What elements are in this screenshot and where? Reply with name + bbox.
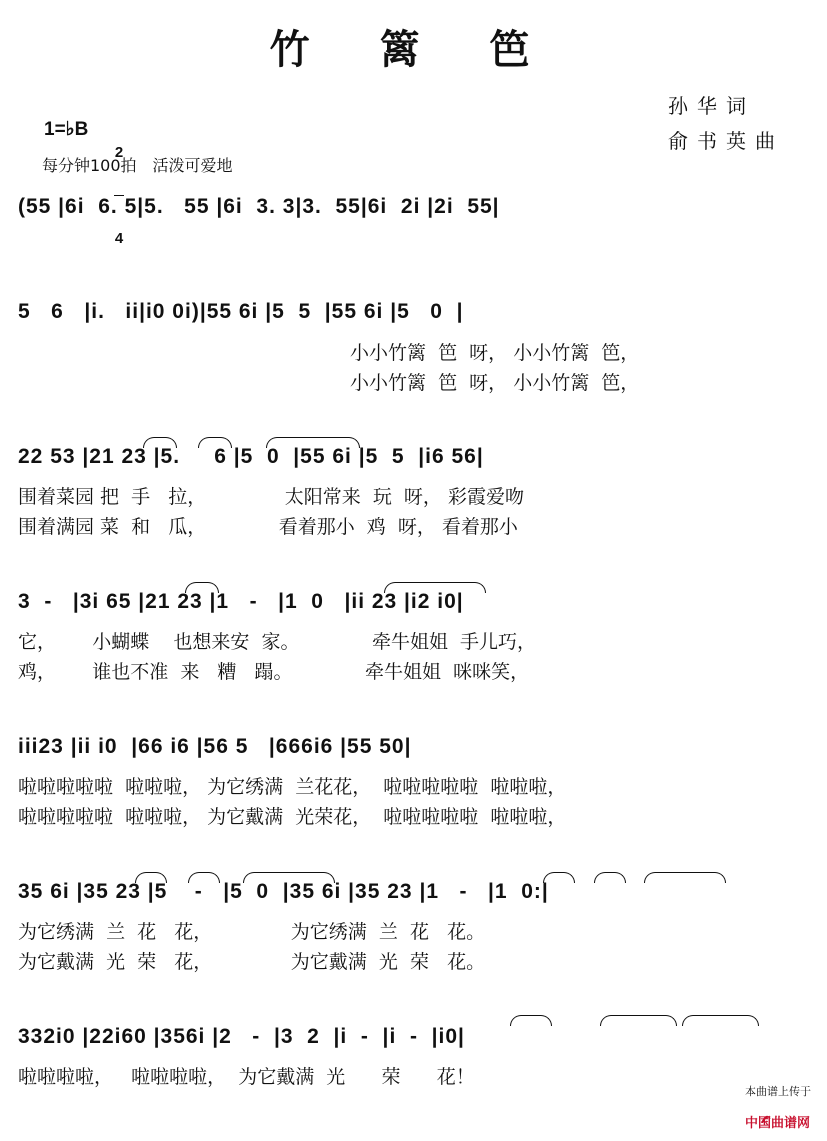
slur-mark: [185, 582, 219, 593]
slur-mark: [188, 872, 220, 883]
time-signature: [114, 110, 124, 264]
score-row-7-notes: 332i0 |22i60 |356i |2 - |3 2 |i - |i - |i0|: [18, 1025, 465, 1048]
tie-mark: [644, 872, 726, 883]
score-row-2-lyrics-2: 小小竹篱 笆 呀， 小小竹篱 笆，: [350, 372, 640, 394]
score-row-6-lyrics-1: 为它绣满 兰 花 花， 为它绣满 兰 花 花。: [18, 921, 486, 943]
score-row-5-notes: iii23 |ii i0 |66 i6 |56 5 |666i6 |55 50|: [18, 735, 412, 758]
time-signature-top: 2: [114, 144, 124, 161]
score-row-1-notes: (55 |6i 6. 5|5. 55 |6i 3. 3|3. 55|6i 2i |2i 55|: [18, 195, 500, 218]
score-row-2-notes: 5 6 |i. ii|i0 0i)|55 6i |5 5 |55 6i |5 0 |: [18, 300, 464, 323]
source-footer: [738, 1070, 811, 1131]
footer-brand: 中国曲谱网: [745, 1116, 811, 1131]
composer-credit: 俞书英曲: [668, 129, 784, 153]
tie-mark: [600, 1015, 677, 1026]
score-row-6-lyrics-2: 为它戴满 光 荣 花， 为它戴满 光 荣 花。: [18, 951, 486, 973]
score-row-4-lyrics-2: 鸡， 谁也不准 来 糟 蹋。 牵牛姐姐 咪咪笑，: [18, 661, 530, 683]
score-row-3-lyrics-1: 围着菜园 把 手 拉， 太阳常来 玩 呀， 彩霞爱吻: [18, 486, 524, 508]
song-title: 竹 篱 笆: [269, 26, 558, 73]
score-row-2-lyrics-1: 小小竹篱 笆 呀， 小小竹篱 笆，: [350, 342, 640, 364]
tie-mark: [510, 1015, 552, 1026]
key-signature: 1=♭B: [44, 119, 89, 140]
score-row-3-lyrics-2: 围着满园 菜 和 瓜， 看着那小 鸡 呀， 看着那小: [18, 516, 518, 538]
slur-mark: [143, 437, 177, 448]
tie-mark: [266, 437, 360, 448]
time-signature-bottom: 4: [114, 230, 124, 247]
score-row-4-lyrics-1: 它， 小蝴蝶 也想来安 家。 牵牛姐姐 手儿巧，: [18, 631, 537, 653]
lyricist-credit: 孙华词: [668, 94, 755, 118]
tie-mark: [384, 582, 486, 593]
score-row-7-lyrics-1: 啦啦啦啦， 啦啦啦啦， 为它戴满 光 荣 花！: [18, 1066, 475, 1088]
site-logo-icon: [745, 1100, 759, 1112]
score-row-6-notes: 35 6i |35 23 |5 - |5 0 |35 6i |35 23 |1 - |1 0:|: [18, 880, 549, 903]
score-row-4-notes: 3 - |3i 65 |21 23 |1 - |1 0 |ii 23 |i2 i0|: [18, 590, 464, 613]
slur-mark: [135, 872, 167, 883]
footer-text: 本曲谱上传于: [745, 1085, 811, 1098]
slur-mark: [594, 872, 626, 883]
tie-mark: [243, 872, 335, 883]
slur-mark: [198, 437, 232, 448]
tie-mark: [682, 1015, 759, 1026]
score-row-3-notes: 22 53 |21 23 |5. 6 |5 0 |55 6i |5 5 |i6 56|: [18, 445, 484, 468]
slur-mark: [543, 872, 575, 883]
score-row-5-lyrics-2: 啦啦啦啦啦 啦啦啦， 为它戴满 光荣花， 啦啦啦啦啦 啦啦啦，: [18, 806, 567, 828]
tempo-marking: 每分钟100拍 活泼可爱地: [42, 156, 233, 175]
score-row-5-lyrics-1: 啦啦啦啦啦 啦啦啦， 为它绣满 兰花花， 啦啦啦啦啦 啦啦啦，: [18, 776, 567, 798]
